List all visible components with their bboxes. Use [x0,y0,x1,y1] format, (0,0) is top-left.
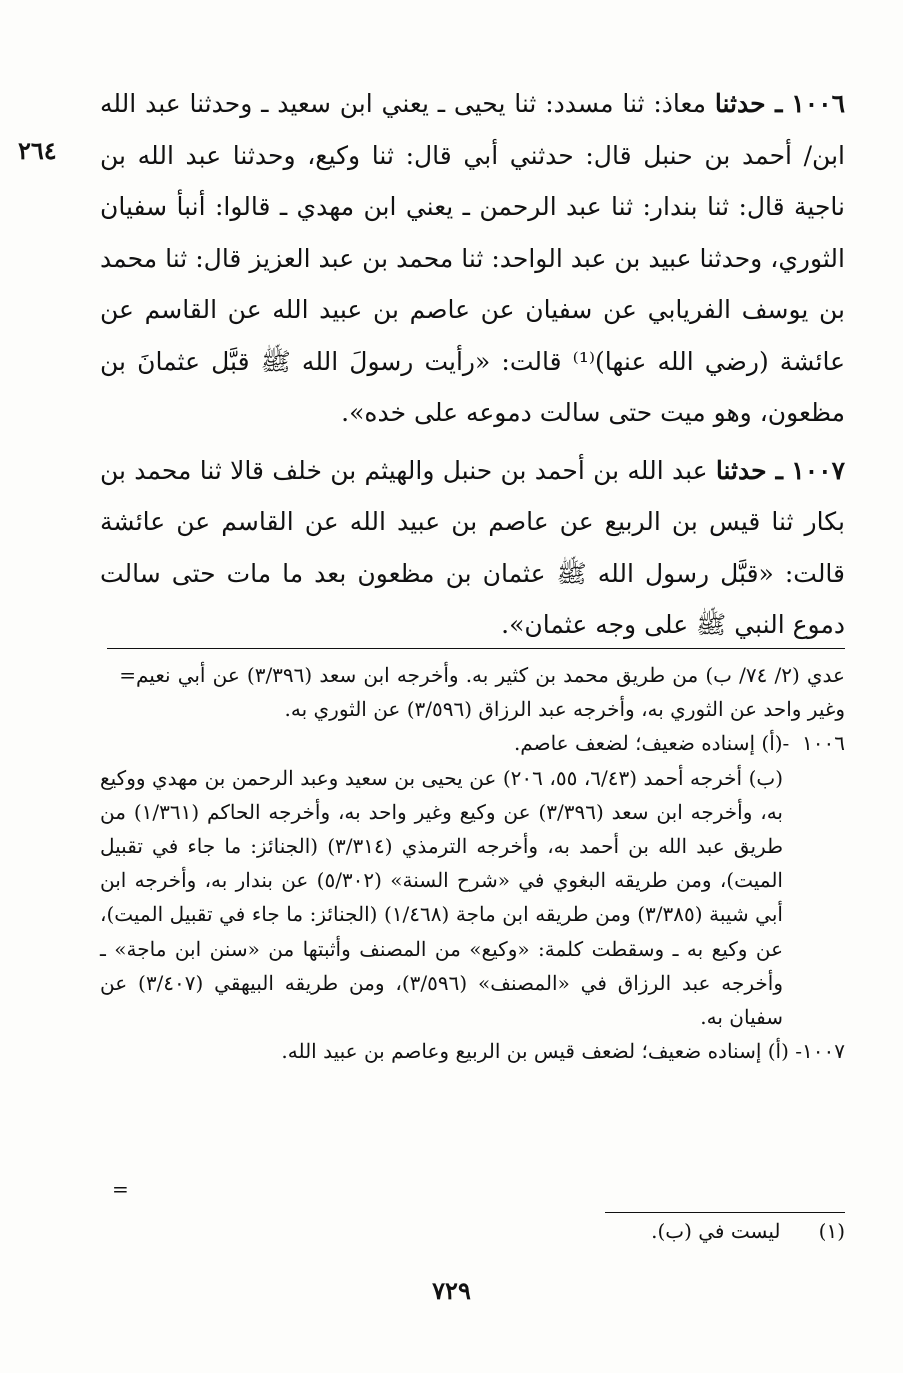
note-separator [605,1212,845,1213]
footnote-1007-text: ١٠٠٧- (أ) إسناده ضعيف؛ لضعف قيس بن الربيع وعاصم بن عبيد الله. [281,1039,845,1064]
continuation-mark: = [119,663,136,687]
footnote-separator [107,648,845,649]
hadith-1006 [100,78,845,439]
footnotes [100,658,845,1068]
hadith-1006-lead: ـ حدثنا [714,89,783,118]
hadith-1006-text: معاذ: ثنا مسدد: ثنا يحيى ـ يعني ابن سعيد ـ وحدثنا عبد الله ابن/ أحمد بن حنبل قال: حدثني أبي قال: ثنا وكيع، وحدثنا عبد الله بن ناجية قال: ثنا بندار: ثنا عبد الرحمن ـ يعني ابن مهدي ـ قالوا: أنبأ سفيان الثوري، وحدثنا عبيد بن عبد الواحد: ثنا محمد بن عبد العزيز قال: ثنا محمد بن يوسف الفريابي عن سفيان عن عاصم بن عبيد الله عن القاسم عن عائشة (رضي الله عنها)⁽¹⁾ قالت: «رأيت رسولَ الله ﷺ قبَّل عثمانَ بن مظعون، وهو ميت حتى سالت دموعه على خده». [100,89,846,427]
hadith-1007-number: ١٠٠٧ [791,455,846,485]
hadith-1007-lead: ـ حدثنا [715,455,783,485]
page-number: ٧٢٩ [432,1276,471,1305]
footnote-1007 [100,1034,845,1068]
hadith-1007 [100,445,845,651]
footnote-1006-number: ١٠٠٦ [802,731,845,756]
hadith-1006-number: ١٠٠٦ [791,89,846,118]
margin-page-reference: ٢٦٤ [18,136,57,165]
footnote-1-text: ليست في (ب). [651,1219,781,1243]
footnote-continuation [100,658,845,726]
main-text [100,78,845,651]
footnote-continuation-text: عدي (٢/ ٧٤/ ب) من طريق محمد بن كثير به. وأخرجه ابن سعد (٣/٣٩٦) عن أبي نعيم وغير واحد عن الثوري به، وأخرجه عبد الرزاق (٣/٥٩٦) عن الثوري به. [136,663,845,722]
footnote-1006-a-text: -(أ) إسناده ضعيف؛ لضعف عاصم. [513,731,790,756]
footnote-1 [560,1216,845,1246]
footnote-1006-b: (ب) أخرجه أحمد (٦/٤٣، ٥٥، ٢٠٦) عن يحيى بن سعيد وعبد الرحمن بن مهدي ووكيع به، وأخرجه ابن سعد (٣/٣٩٦) عن وكيع وغير واحد به، وأخرجه الحاكم (١/٣٦١) من طريق عبد الله بن أحمد به، وأخرجه الترمذي (٣/٣١٤) (الجنائز: ما جاء في تقبيل الميت)، ومن طريقه البغوي في «شرح السنة» (٥/٣٠٢) عن بندار به، وأخرجه ابن أبي شيبة (٣/٣٨٥) ومن طريقه ابن ماجة (١/٤٦٨) (الجنائز: ما جاء في تقبيل الميت)، عن وكيع به ـ وسقطت كلمة: «وكيع» من المصنف وأثبتها من «سنن ابن ماجة» ـ وأخرجه عبد الرزاق في «المصنف» (٣/٥٩٦)، ومن طريقه البيهقي (٣/٤٠٧) عن سفيان به. [100,765,784,1030]
continuation-end-mark: = [112,1177,129,1201]
footnote-1006-a [100,726,845,760]
footnote-1-number: (١) [818,1219,845,1243]
hadith-1007-text: عبد الله بن أحمد بن حنبل والهيثم بن خلف قالا ثنا محمد بن بكار ثنا قيس بن الربيع عن عاصم بن عبيد الله عن القاسم عن عائشة قالت: «قبَّل رسول الله ﷺ عثمان بن مظعون بعد ما مات حتى سالت دموع النبي ﷺ على وجه عثمان». [100,455,845,639]
